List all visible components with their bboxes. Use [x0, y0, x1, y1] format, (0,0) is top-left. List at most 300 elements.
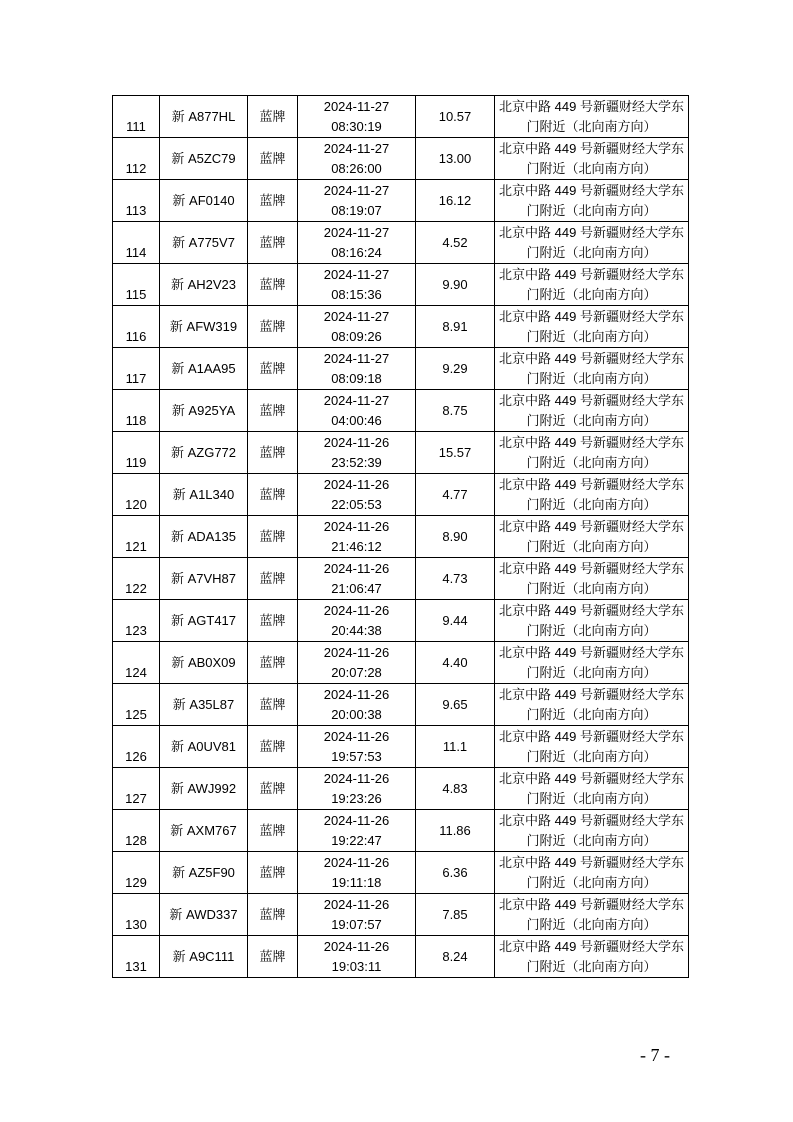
- table-row: [113, 390, 689, 432]
- table-row: [113, 222, 689, 264]
- location-line-2: 门附近（北向南方向）: [526, 454, 657, 470]
- speed-value: 13.00: [438, 150, 472, 166]
- records-table-body: [113, 96, 689, 978]
- capture-time-cell: [298, 852, 416, 894]
- location-cell: [495, 264, 689, 306]
- capture-date: 2024-11-26: [323, 686, 390, 702]
- plate-color-cell: [248, 726, 298, 768]
- capture-date: 2024-11-27: [323, 392, 390, 408]
- plate-number: 新 A5ZC79: [171, 150, 236, 166]
- capture-time: 08:30:19: [331, 118, 382, 134]
- capture-time-cell: [298, 726, 416, 768]
- location-line-2: 门附近（北向南方向）: [526, 874, 657, 890]
- plate-color: 蓝牌: [259, 696, 286, 712]
- location-cell: [495, 642, 689, 684]
- location-cell: [495, 180, 689, 222]
- plate-number-cell: [160, 96, 248, 138]
- capture-date: 2024-11-26: [323, 644, 390, 660]
- capture-time-cell: [298, 180, 416, 222]
- record-number-cell: [113, 516, 160, 558]
- record-number: 131: [125, 959, 147, 974]
- record-number: 115: [125, 287, 147, 302]
- location-cell: [495, 810, 689, 852]
- location-line-1: 北京中路 449 号新疆财经大学东: [499, 434, 684, 450]
- record-number: 130: [125, 917, 147, 932]
- location-cell: [495, 558, 689, 600]
- location-line-1: 北京中路 449 号新疆财经大学东: [499, 938, 684, 954]
- location-line-1: 北京中路 449 号新疆财经大学东: [499, 182, 684, 198]
- plate-number: 新 A1L340: [172, 486, 235, 502]
- plate-number-cell: [160, 180, 248, 222]
- location-cell: [495, 474, 689, 516]
- table-row: [113, 516, 689, 558]
- plate-number: 新 A877HL: [171, 108, 236, 124]
- location-line-2: 门附近（北向南方向）: [526, 202, 657, 218]
- plate-color-cell: [248, 642, 298, 684]
- record-number-cell: [113, 558, 160, 600]
- location-line-1: 北京中路 449 号新疆财经大学东: [499, 686, 684, 702]
- speed-cell: [416, 768, 495, 810]
- speed-cell: [416, 348, 495, 390]
- capture-time-cell: [298, 558, 416, 600]
- capture-time: 08:26:00: [331, 160, 382, 176]
- table-row: [113, 138, 689, 180]
- table-row: [113, 558, 689, 600]
- plate-color: 蓝牌: [259, 402, 286, 418]
- speed-value: 11.86: [439, 822, 471, 838]
- record-number-cell: [113, 810, 160, 852]
- location-cell: [495, 684, 689, 726]
- plate-number-cell: [160, 684, 248, 726]
- record-number-cell: [113, 390, 160, 432]
- speed-cell: [416, 726, 495, 768]
- speed-value: 16.12: [438, 192, 472, 208]
- location-line-1: 北京中路 449 号新疆财经大学东: [499, 476, 684, 492]
- location-cell: [495, 348, 689, 390]
- speed-value: 9.65: [442, 696, 468, 712]
- plate-color: 蓝牌: [259, 192, 286, 208]
- plate-number-cell: [160, 558, 248, 600]
- speed-value: 9.90: [442, 276, 468, 292]
- capture-time: 08:15:36: [331, 286, 382, 302]
- plate-color: 蓝牌: [259, 150, 286, 166]
- record-number: 117: [125, 371, 147, 386]
- plate-color-cell: [248, 96, 298, 138]
- plate-color: 蓝牌: [259, 444, 286, 460]
- capture-time: 23:52:39: [331, 454, 382, 470]
- plate-number-cell: [160, 138, 248, 180]
- location-line-2: 门附近（北向南方向）: [526, 832, 657, 848]
- table-row: [113, 684, 689, 726]
- record-number-cell: [113, 936, 160, 978]
- capture-date: 2024-11-27: [323, 308, 390, 324]
- plate-number: 新 AFW319: [169, 318, 238, 334]
- plate-number-cell: [160, 222, 248, 264]
- speed-cell: [416, 432, 495, 474]
- violation-records-table: [112, 95, 689, 978]
- plate-number: 新 A0UV81: [170, 738, 237, 754]
- plate-color-cell: [248, 768, 298, 810]
- record-number: 124: [125, 665, 147, 680]
- capture-time: 19:11:18: [331, 874, 382, 890]
- location-line-1: 北京中路 449 号新疆财经大学东: [499, 392, 684, 408]
- speed-value: 10.57: [438, 108, 472, 124]
- plate-number-cell: [160, 810, 248, 852]
- plate-number-cell: [160, 348, 248, 390]
- plate-color-cell: [248, 306, 298, 348]
- capture-time: 21:46:12: [331, 538, 382, 554]
- plate-number-cell: [160, 642, 248, 684]
- plate-number: 新 AH2V23: [170, 276, 237, 292]
- table-row: [113, 348, 689, 390]
- plate-number: 新 AZG772: [170, 444, 237, 460]
- location-line-2: 门附近（北向南方向）: [526, 160, 657, 176]
- plate-color: 蓝牌: [259, 570, 286, 586]
- plate-color: 蓝牌: [259, 822, 286, 838]
- plate-color-cell: [248, 810, 298, 852]
- plate-number-cell: [160, 474, 248, 516]
- capture-time: 04:00:46: [331, 412, 382, 428]
- speed-value: 4.83: [442, 780, 468, 796]
- table-row: [113, 264, 689, 306]
- speed-value: 4.40: [442, 654, 468, 670]
- capture-date: 2024-11-27: [323, 182, 390, 198]
- capture-time: 08:16:24: [331, 244, 382, 260]
- record-number: 113: [125, 203, 147, 218]
- location-line-2: 门附近（北向南方向）: [526, 790, 657, 806]
- plate-number-cell: [160, 768, 248, 810]
- plate-color: 蓝牌: [259, 864, 286, 880]
- record-number-cell: [113, 348, 160, 390]
- plate-number: 新 A9C111: [172, 948, 235, 964]
- capture-time-cell: [298, 642, 416, 684]
- speed-value: 8.75: [442, 402, 468, 418]
- table-row: [113, 894, 689, 936]
- plate-number: 新 AWJ992: [170, 780, 237, 796]
- plate-color-cell: [248, 264, 298, 306]
- plate-number-cell: [160, 390, 248, 432]
- speed-cell: [416, 306, 495, 348]
- plate-color-cell: [248, 222, 298, 264]
- plate-number: 新 ADA135: [170, 528, 237, 544]
- capture-time: 08:19:07: [331, 202, 382, 218]
- table-row: [113, 726, 689, 768]
- plate-color-cell: [248, 390, 298, 432]
- capture-time-cell: [298, 222, 416, 264]
- plate-number-cell: [160, 516, 248, 558]
- capture-time-cell: [298, 768, 416, 810]
- plate-number-cell: [160, 852, 248, 894]
- record-number: 128: [125, 833, 147, 848]
- speed-cell: [416, 894, 495, 936]
- table-row: [113, 600, 689, 642]
- speed-value: 8.91: [442, 318, 468, 334]
- table-row: [113, 936, 689, 978]
- location-line-2: 门附近（北向南方向）: [526, 538, 657, 554]
- capture-date: 2024-11-27: [323, 350, 390, 366]
- plate-number: 新 A7VH87: [170, 570, 237, 586]
- speed-cell: [416, 852, 495, 894]
- plate-number-cell: [160, 432, 248, 474]
- plate-number-cell: [160, 726, 248, 768]
- capture-date: 2024-11-26: [323, 812, 390, 828]
- speed-cell: [416, 684, 495, 726]
- capture-time: 19:22:47: [331, 832, 382, 848]
- capture-time-cell: [298, 474, 416, 516]
- capture-time-cell: [298, 348, 416, 390]
- speed-cell: [416, 222, 495, 264]
- location-line-1: 北京中路 449 号新疆财经大学东: [499, 98, 684, 114]
- record-number-cell: [113, 684, 160, 726]
- plate-color: 蓝牌: [259, 738, 286, 754]
- capture-date: 2024-11-26: [323, 896, 390, 912]
- plate-color-cell: [248, 474, 298, 516]
- speed-value: 15.57: [438, 444, 472, 460]
- speed-value: 9.44: [442, 612, 468, 628]
- capture-date: 2024-11-27: [323, 224, 390, 240]
- record-number: 129: [125, 875, 147, 890]
- plate-number: 新 AZ5F90: [172, 864, 235, 880]
- plate-color-cell: [248, 852, 298, 894]
- location-cell: [495, 852, 689, 894]
- capture-date: 2024-11-26: [323, 854, 390, 870]
- location-line-1: 北京中路 449 号新疆财经大学东: [499, 896, 684, 912]
- plate-number: 新 AB0X09: [171, 654, 236, 670]
- speed-cell: [416, 642, 495, 684]
- speed-cell: [416, 264, 495, 306]
- location-line-1: 北京中路 449 号新疆财经大学东: [499, 560, 684, 576]
- plate-color: 蓝牌: [259, 654, 286, 670]
- capture-date: 2024-11-26: [323, 938, 390, 954]
- plate-number-cell: [160, 894, 248, 936]
- speed-value: 7.85: [442, 906, 468, 922]
- capture-time: 08:09:18: [331, 370, 382, 386]
- location-line-1: 北京中路 449 号新疆财经大学东: [499, 728, 684, 744]
- plate-number-cell: [160, 936, 248, 978]
- record-number-cell: [113, 642, 160, 684]
- speed-cell: [416, 936, 495, 978]
- table-row: [113, 474, 689, 516]
- speed-value: 11.1: [442, 738, 468, 754]
- speed-cell: [416, 474, 495, 516]
- location-line-1: 北京中路 449 号新疆财经大学东: [499, 770, 684, 786]
- capture-time-cell: [298, 600, 416, 642]
- table-row: [113, 180, 689, 222]
- location-cell: [495, 306, 689, 348]
- plate-color-cell: [248, 180, 298, 222]
- plate-number: 新 AGT417: [170, 612, 237, 628]
- record-number-cell: [113, 474, 160, 516]
- record-number-cell: [113, 138, 160, 180]
- speed-cell: [416, 558, 495, 600]
- plate-color: 蓝牌: [259, 612, 286, 628]
- capture-date: 2024-11-26: [323, 770, 390, 786]
- location-cell: [495, 600, 689, 642]
- record-number: 119: [125, 455, 147, 470]
- record-number: 116: [125, 329, 147, 344]
- record-number-cell: [113, 96, 160, 138]
- speed-value: 9.29: [442, 360, 468, 376]
- plate-number: 新 AWD337: [169, 906, 238, 922]
- location-line-2: 门附近（北向南方向）: [526, 118, 657, 134]
- speed-cell: [416, 600, 495, 642]
- plate-number: 新 AF0140: [172, 192, 235, 208]
- record-number-cell: [113, 726, 160, 768]
- record-number-cell: [113, 600, 160, 642]
- plate-number-cell: [160, 264, 248, 306]
- capture-time-cell: [298, 936, 416, 978]
- record-number-cell: [113, 768, 160, 810]
- plate-color: 蓝牌: [259, 780, 286, 796]
- location-line-1: 北京中路 449 号新疆财经大学东: [499, 140, 684, 156]
- record-number: 127: [125, 791, 147, 806]
- plate-number: 新 A35L87: [172, 696, 235, 712]
- capture-date: 2024-11-26: [323, 518, 390, 534]
- table-row: [113, 852, 689, 894]
- location-line-1: 北京中路 449 号新疆财经大学东: [499, 224, 684, 240]
- plate-color-cell: [248, 348, 298, 390]
- record-number: 126: [125, 749, 147, 764]
- location-cell: [495, 726, 689, 768]
- plate-color: 蓝牌: [259, 906, 286, 922]
- capture-time-cell: [298, 390, 416, 432]
- location-cell: [495, 222, 689, 264]
- plate-color: 蓝牌: [259, 360, 286, 376]
- capture-time-cell: [298, 810, 416, 852]
- record-number: 112: [125, 161, 147, 176]
- plate-color: 蓝牌: [259, 108, 286, 124]
- location-line-1: 北京中路 449 号新疆财经大学东: [499, 644, 684, 660]
- record-number: 120: [125, 497, 147, 512]
- location-line-2: 门附近（北向南方向）: [526, 958, 657, 974]
- location-line-1: 北京中路 449 号新疆财经大学东: [499, 812, 684, 828]
- table-row: [113, 432, 689, 474]
- record-number-cell: [113, 852, 160, 894]
- table-row: [113, 642, 689, 684]
- capture-time: 19:07:57: [331, 916, 382, 932]
- capture-time-cell: [298, 306, 416, 348]
- location-cell: [495, 390, 689, 432]
- capture-date: 2024-11-27: [323, 266, 390, 282]
- plate-color-cell: [248, 558, 298, 600]
- speed-value: 6.36: [442, 864, 468, 880]
- table-row: [113, 810, 689, 852]
- plate-color: 蓝牌: [259, 318, 286, 334]
- plate-color-cell: [248, 432, 298, 474]
- capture-time-cell: [298, 684, 416, 726]
- location-line-2: 门附近（北向南方向）: [526, 328, 657, 344]
- record-number-cell: [113, 264, 160, 306]
- plate-color: 蓝牌: [259, 486, 286, 502]
- record-number-cell: [113, 894, 160, 936]
- location-line-2: 门附近（北向南方向）: [526, 748, 657, 764]
- record-number-cell: [113, 222, 160, 264]
- plate-number: 新 AXM767: [170, 822, 237, 838]
- capture-time-cell: [298, 516, 416, 558]
- record-number-cell: [113, 432, 160, 474]
- plate-color: 蓝牌: [259, 234, 286, 250]
- plate-color: 蓝牌: [259, 528, 286, 544]
- record-number-cell: [113, 306, 160, 348]
- record-number: 111: [126, 119, 146, 134]
- capture-time-cell: [298, 138, 416, 180]
- capture-date: 2024-11-26: [323, 728, 390, 744]
- plate-color: 蓝牌: [259, 948, 286, 964]
- location-line-1: 北京中路 449 号新疆财经大学东: [499, 854, 684, 870]
- capture-time: 20:44:38: [331, 622, 382, 638]
- capture-time: 20:07:28: [331, 664, 382, 680]
- location-line-2: 门附近（北向南方向）: [526, 496, 657, 512]
- plate-color-cell: [248, 600, 298, 642]
- speed-value: 4.77: [442, 486, 468, 502]
- location-line-2: 门附近（北向南方向）: [526, 370, 657, 386]
- capture-time-cell: [298, 894, 416, 936]
- capture-time: 08:09:26: [331, 328, 382, 344]
- capture-time-cell: [298, 264, 416, 306]
- capture-time: 19:57:53: [331, 748, 382, 764]
- speed-value: 8.90: [442, 528, 468, 544]
- location-line-2: 门附近（北向南方向）: [526, 706, 657, 722]
- capture-time-cell: [298, 432, 416, 474]
- plate-color-cell: [248, 894, 298, 936]
- speed-cell: [416, 516, 495, 558]
- table-row: [113, 96, 689, 138]
- plate-color-cell: [248, 936, 298, 978]
- location-line-2: 门附近（北向南方向）: [526, 916, 657, 932]
- plate-color-cell: [248, 516, 298, 558]
- plate-number: 新 A775V7: [172, 234, 235, 250]
- plate-number: 新 A1AA95: [171, 360, 236, 376]
- speed-value: 8.24: [442, 948, 468, 964]
- capture-time: 19:03:11: [331, 958, 382, 974]
- location-line-1: 北京中路 449 号新疆财经大学东: [499, 518, 684, 534]
- capture-date: 2024-11-26: [323, 434, 390, 450]
- location-cell: [495, 894, 689, 936]
- location-cell: [495, 96, 689, 138]
- page-number: - 7 -: [640, 1045, 670, 1065]
- record-number: 122: [125, 581, 147, 596]
- location-line-1: 北京中路 449 号新疆财经大学东: [499, 350, 684, 366]
- location-line-1: 北京中路 449 号新疆财经大学东: [499, 602, 684, 618]
- table-row: [113, 768, 689, 810]
- speed-cell: [416, 96, 495, 138]
- capture-time: 20:00:38: [331, 706, 382, 722]
- capture-time: 22:05:53: [331, 496, 382, 512]
- speed-cell: [416, 180, 495, 222]
- location-cell: [495, 516, 689, 558]
- location-line-2: 门附近（北向南方向）: [526, 244, 657, 260]
- speed-cell: [416, 810, 495, 852]
- speed-cell: [416, 390, 495, 432]
- location-cell: [495, 768, 689, 810]
- capture-time: 21:06:47: [331, 580, 382, 596]
- capture-time: 19:23:26: [331, 790, 382, 806]
- plate-color: 蓝牌: [259, 276, 286, 292]
- location-line-1: 北京中路 449 号新疆财经大学东: [499, 308, 684, 324]
- plate-number-cell: [160, 600, 248, 642]
- speed-cell: [416, 138, 495, 180]
- table-row: [113, 306, 689, 348]
- plate-color-cell: [248, 138, 298, 180]
- location-line-1: 北京中路 449 号新疆财经大学东: [499, 266, 684, 282]
- capture-date: 2024-11-26: [323, 602, 390, 618]
- location-line-2: 门附近（北向南方向）: [526, 664, 657, 680]
- location-line-2: 门附近（北向南方向）: [526, 286, 657, 302]
- capture-date: 2024-11-26: [323, 560, 390, 576]
- plate-number: 新 A925YA: [171, 402, 236, 418]
- plate-number-cell: [160, 306, 248, 348]
- speed-value: 4.73: [442, 570, 468, 586]
